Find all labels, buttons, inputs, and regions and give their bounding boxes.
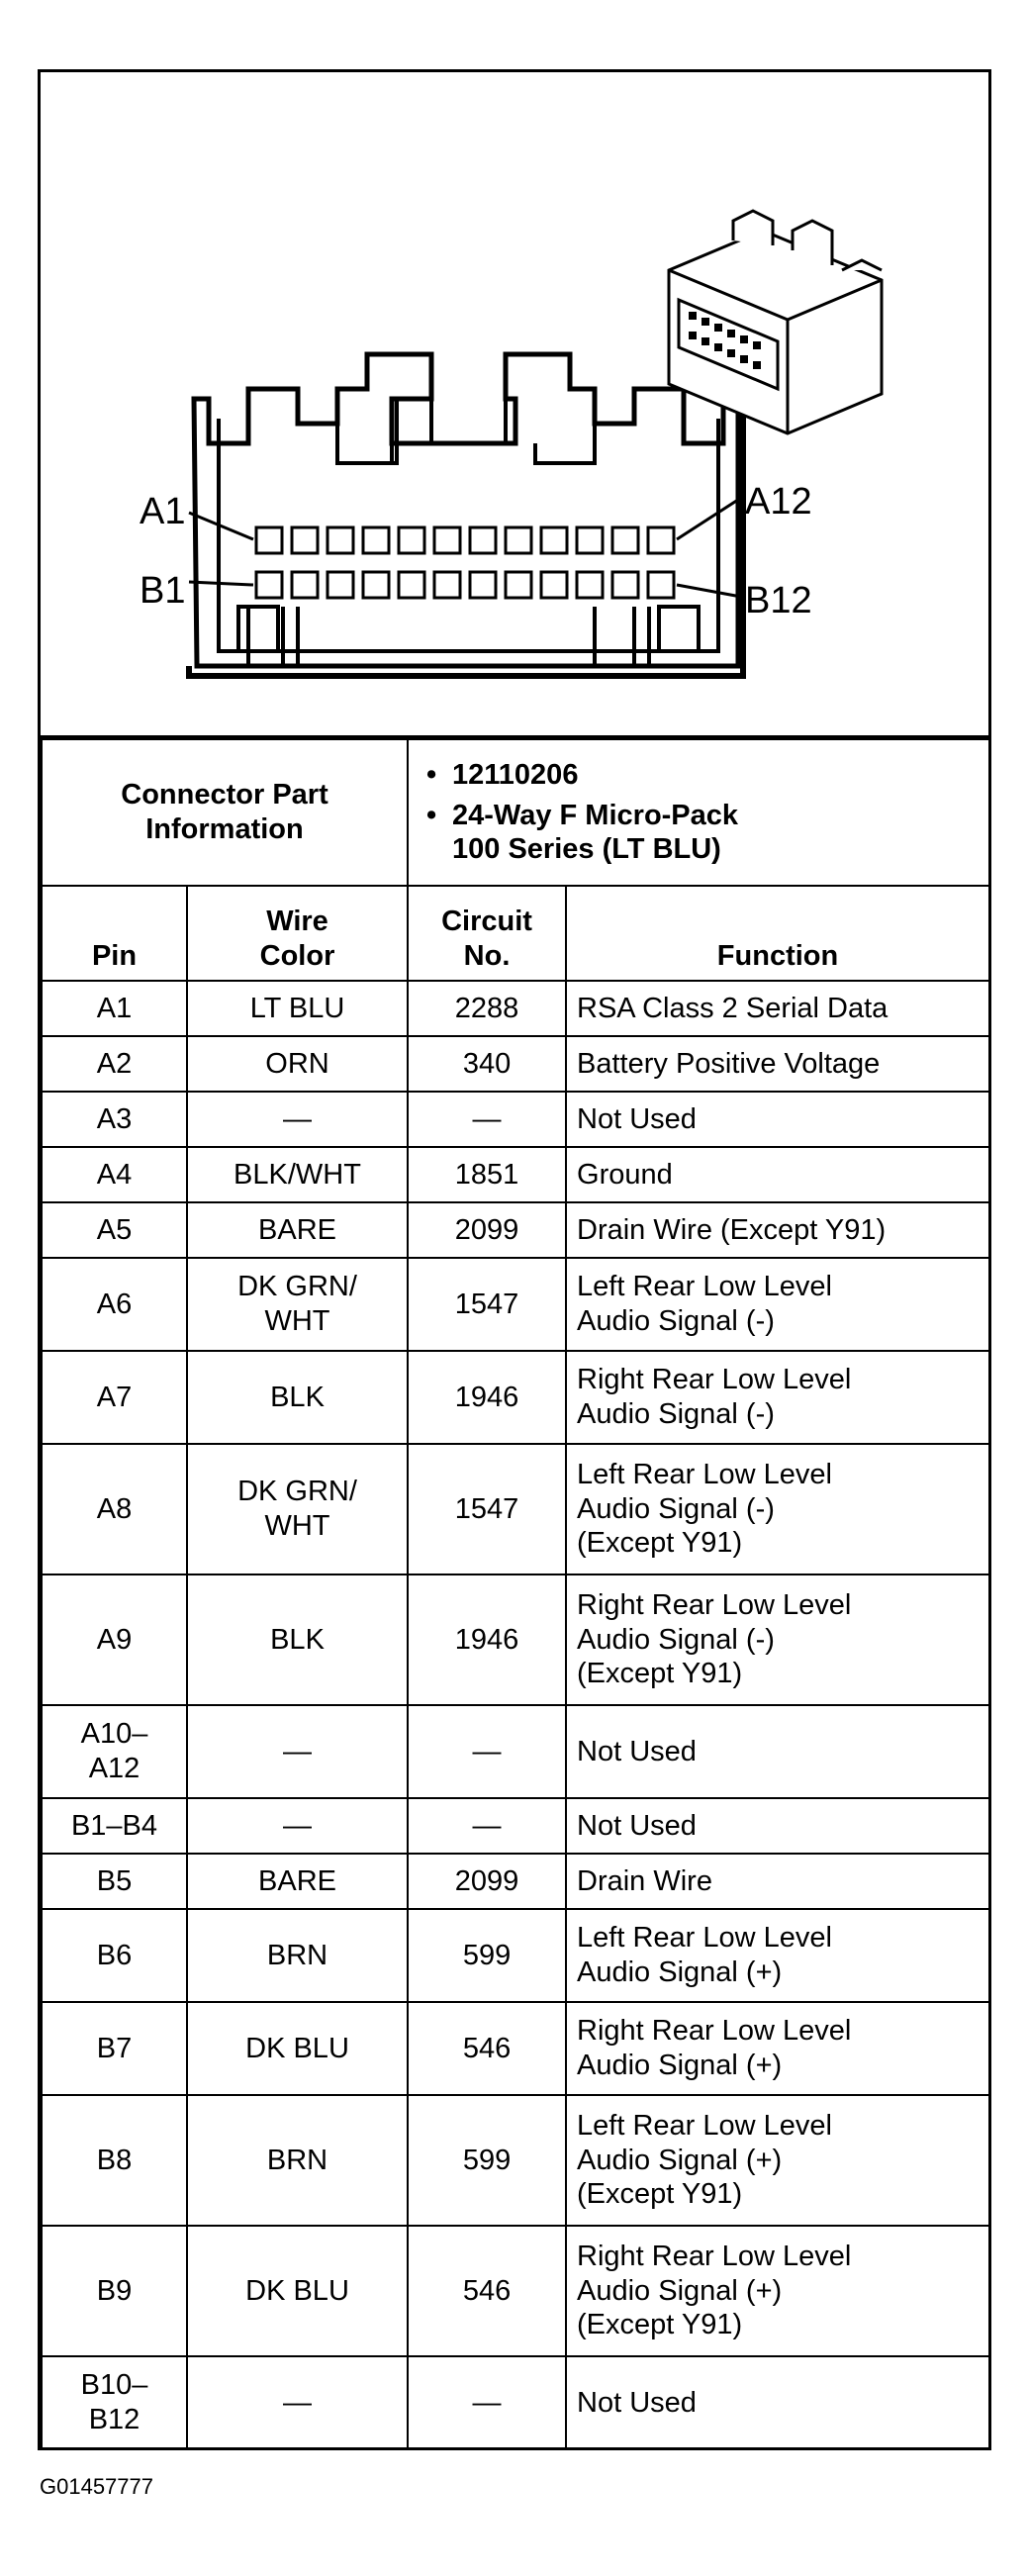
cell-function: Ground (566, 1147, 989, 1202)
cell-circuit: 2099 (408, 1202, 566, 1258)
pin-label-a1: A1 (140, 491, 186, 532)
table-row (42, 1351, 989, 1444)
connector-info-values (408, 739, 989, 886)
cell-function: Left Rear Low Level Audio Signal (-) (Except Y91) (566, 1444, 989, 1574)
table-row (42, 1147, 989, 1202)
cell-circuit: — (408, 1092, 566, 1147)
table-body (42, 981, 989, 2449)
cell-pin: A9 (42, 1574, 187, 1705)
cell-pin: A3 (42, 1092, 187, 1147)
cell-circuit: 340 (408, 1036, 566, 1092)
cell-wire-color: ORN (187, 1036, 408, 1092)
table-row (42, 1909, 989, 2002)
cell-function: Right Rear Low Level Audio Signal (-) (566, 1351, 989, 1444)
cell-function: RSA Class 2 Serial Data (566, 981, 989, 1036)
pin-label-b12: B12 (745, 580, 812, 621)
table-row (42, 1258, 989, 1351)
cell-function: Right Rear Low Level Audio Signal (+) (Except Y91) (566, 2226, 989, 2356)
cell-function: Left Rear Low Level Audio Signal (-) (566, 1258, 989, 1351)
cell-circuit: — (408, 2356, 566, 2449)
cell-circuit: 546 (408, 2226, 566, 2356)
connector-info-row (42, 739, 989, 886)
cell-function: Right Rear Low Level Audio Signal (-) (Except Y91) (566, 1574, 989, 1705)
cell-function: Battery Positive Voltage (566, 1036, 989, 1092)
table-row (42, 1854, 989, 1909)
pin-label-b1: B1 (140, 570, 186, 612)
cell-pin: A5 (42, 1202, 187, 1258)
connector-description: • 24-Way F Micro-Pack 100 Series (LT BLU) (426, 799, 988, 868)
header-circuit-no: Circuit No. (408, 886, 566, 981)
table-header (42, 886, 989, 981)
cell-function: Not Used (566, 1798, 989, 1854)
cell-function: Drain Wire (566, 1854, 989, 1909)
table-row (42, 2095, 989, 2226)
table-row (42, 1705, 989, 1798)
cell-pin: A8 (42, 1444, 187, 1574)
cell-pin: A4 (42, 1147, 187, 1202)
cell-pin: B8 (42, 2095, 187, 2226)
cavity-a1 (256, 527, 282, 553)
cell-wire-color: BLK/WHT (187, 1147, 408, 1202)
cell-wire-color: — (187, 1798, 408, 1854)
cell-wire-color: — (187, 1092, 408, 1147)
cell-wire-color: DK BLU (187, 2226, 408, 2356)
cell-function: Not Used (566, 1092, 989, 1147)
connector-face-drawing (41, 72, 988, 735)
cell-circuit: 2288 (408, 981, 566, 1036)
table-row (42, 981, 989, 1036)
table-row (42, 1036, 989, 1092)
cell-function: Left Rear Low Level Audio Signal (+) (Except Y91) (566, 2095, 989, 2226)
cell-circuit: 1547 (408, 1258, 566, 1351)
cell-circuit: — (408, 1705, 566, 1798)
cell-function: Right Rear Low Level Audio Signal (+) (566, 2002, 989, 2095)
cell-pin: A6 (42, 1258, 187, 1351)
connector-info-label: Connector Part Information (42, 739, 408, 886)
connector-diagram (41, 72, 988, 738)
cell-wire-color: — (187, 2356, 408, 2449)
cell-pin: B7 (42, 2002, 187, 2095)
cell-pin: B1–B4 (42, 1798, 187, 1854)
cell-circuit: 1946 (408, 1574, 566, 1705)
cell-circuit: 1851 (408, 1147, 566, 1202)
cell-circuit: 546 (408, 2002, 566, 2095)
table-row (42, 2002, 989, 2095)
cell-pin: A2 (42, 1036, 187, 1092)
cell-circuit: — (408, 1798, 566, 1854)
cell-circuit: 599 (408, 1909, 566, 2002)
cell-circuit: 2099 (408, 1854, 566, 1909)
cell-wire-color: — (187, 1705, 408, 1798)
cell-pin: A10– A12 (42, 1705, 187, 1798)
table-row (42, 1798, 989, 1854)
cell-function: Not Used (566, 2356, 989, 2449)
table-row (42, 1202, 989, 1258)
figure-reference: G01457777 (40, 2474, 153, 2499)
table-row (42, 1574, 989, 1705)
table-row (42, 2226, 989, 2356)
cell-function: Not Used (566, 1705, 989, 1798)
table-row (42, 1092, 989, 1147)
cell-wire-color: LT BLU (187, 981, 408, 1036)
cell-pin: B5 (42, 1854, 187, 1909)
pinout-table (41, 738, 990, 2450)
cell-circuit: 1547 (408, 1444, 566, 1574)
cell-wire-color: DK GRN/ WHT (187, 1444, 408, 1574)
cell-pin: A1 (42, 981, 187, 1036)
table-row (42, 1444, 989, 1574)
cell-pin: A7 (42, 1351, 187, 1444)
table-row (42, 2356, 989, 2449)
cell-wire-color: DK BLU (187, 2002, 408, 2095)
cell-wire-color: BARE (187, 1854, 408, 1909)
cell-function: Left Rear Low Level Audio Signal (+) (566, 1909, 989, 2002)
cell-wire-color: BLK (187, 1574, 408, 1705)
header-pin: Pin (42, 886, 187, 981)
cell-pin: B10– B12 (42, 2356, 187, 2449)
cell-wire-color: BRN (187, 1909, 408, 2002)
cell-function: Drain Wire (Except Y91) (566, 1202, 989, 1258)
header-function: Function (566, 886, 989, 981)
cell-wire-color: BARE (187, 1202, 408, 1258)
part-number: • 12110206 (426, 758, 988, 793)
cell-wire-color: BLK (187, 1351, 408, 1444)
cell-pin: B6 (42, 1909, 187, 2002)
pin-label-a12: A12 (745, 481, 812, 523)
cell-wire-color: BRN (187, 2095, 408, 2226)
cell-wire-color: DK GRN/ WHT (187, 1258, 408, 1351)
header-wire-color: Wire Color (187, 886, 408, 981)
cell-circuit: 599 (408, 2095, 566, 2226)
cell-pin: B9 (42, 2226, 187, 2356)
cell-circuit: 1946 (408, 1351, 566, 1444)
connector-frame (38, 69, 991, 2450)
